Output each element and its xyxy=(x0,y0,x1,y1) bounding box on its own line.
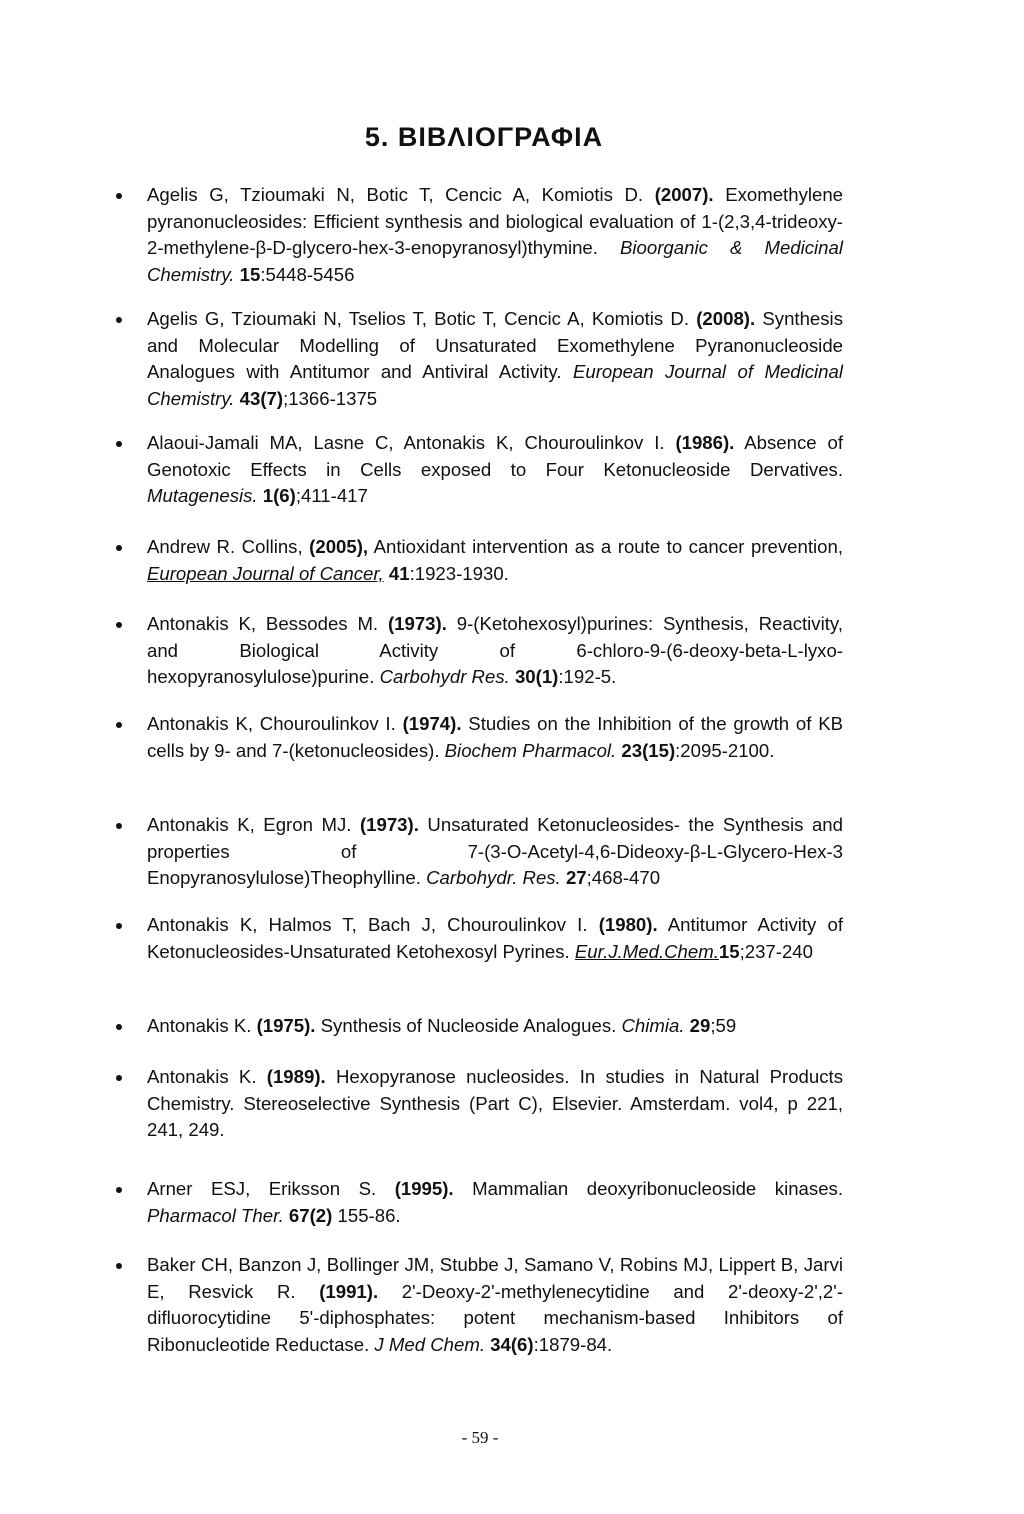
ref-journal: Chimia. xyxy=(621,1015,685,1036)
ref-title: Antioxidant intervention as a route to cancer prevention, xyxy=(373,536,844,557)
ref-authors: Antonakis K. xyxy=(147,1066,257,1087)
ref-title: 9-(Ketohexosyl)purines: Synthesis, Reactivity, and Biological Activity of 6-chloro-9-(6-deoxy-beta-L-lyxo-hexopyranosylulose)purine. xyxy=(147,613,843,687)
ref-authors: Andrew R. Collins, xyxy=(147,536,303,557)
bullet-icon xyxy=(116,441,122,447)
ref-pages: :5448-5456 xyxy=(260,263,355,285)
ref-journal: Carbohydr. Res. xyxy=(426,867,561,888)
ref-volume: 15 xyxy=(718,940,740,962)
ref-volume: 30(1) xyxy=(514,666,559,687)
ref-journal: Carbohydr Res. xyxy=(379,666,510,687)
ref-pages: ;237-240 xyxy=(739,940,813,962)
ref-authors: Antonakis K. xyxy=(147,1015,252,1036)
ref-title: Absence of Genotoxic Effects in Cells exposed to Four Ketonucleoside Dervatives. xyxy=(147,432,843,480)
ref-pages: ;1366-1375 xyxy=(283,387,378,409)
bullet-icon xyxy=(116,1075,122,1081)
ref-title: Hexopyranose nucleosides. In studies in Natural Products Chemistry. Stereoselective Synthesis (Part C), Elsevier. Amsterdam. vol4, p 221, 241, 249. xyxy=(147,1066,844,1140)
reference-item xyxy=(147,182,843,288)
ref-year: (1974). xyxy=(402,713,462,734)
ref-authors: Alaoui-Jamali MA, Lasne C, Antonakis K, Chouroulinkov I. xyxy=(147,432,665,453)
ref-year: (1986). xyxy=(675,432,735,453)
bullet-icon xyxy=(116,1263,122,1269)
page-number: - 59 - xyxy=(461,1428,499,1447)
ref-authors: Arner ESJ, Eriksson S. xyxy=(147,1178,377,1199)
section-heading: 5. ΒΙΒΛΙΟΓΡΑΦΙΑ xyxy=(364,122,604,152)
ref-journal: European Journal of Medicinal Chemistry. xyxy=(147,361,843,409)
ref-year: (1991). xyxy=(319,1280,379,1302)
ref-journal: Biochem Pharmacol. xyxy=(444,739,617,761)
bullet-icon xyxy=(116,823,122,829)
bullet-icon xyxy=(116,923,122,929)
ref-title: 2'-Deoxy-2'-methylenecytidine and 2'-deoxy-2',2'-difluorocytidine 5'-diphosphates: potent mechanism-based Inhibitors of Ribonucleotide Reductase. xyxy=(147,1280,844,1355)
ref-authors: Agelis G, Tzioumaki N, Tselios T, Botic T, Cencic A, Komiotis D. xyxy=(147,308,690,329)
ref-volume: 23(15) xyxy=(621,739,676,761)
ref-volume: 29 xyxy=(689,1015,711,1036)
ref-journal: Bioorganic & Medicinal Chemistry. xyxy=(147,237,843,285)
bullet-icon xyxy=(116,317,122,323)
ref-volume: 15 xyxy=(239,263,261,285)
ref-title: Studies on the Inhibition of the growth of KB cells by 9- and 7-(ketonucleosides). xyxy=(147,713,844,761)
reference-item xyxy=(147,430,843,510)
ref-authors: Antonakis K, Egron MJ. xyxy=(147,814,352,835)
ref-volume: 34(6) xyxy=(490,1333,534,1355)
bullet-icon xyxy=(116,1024,122,1030)
ref-volume: 67(2) xyxy=(288,1204,333,1226)
ref-journal: J Med Chem. xyxy=(374,1333,485,1355)
ref-authors: Antonakis K, Chouroulinkov I. xyxy=(147,713,396,734)
reference-item xyxy=(147,711,843,764)
reference-item xyxy=(147,1252,843,1358)
reference-item xyxy=(147,611,843,691)
ref-authors: Baker CH, Banzon J, Bollinger JM, Stubbe J, Samano V, Robins MJ, Lippert B, Jarvi E, Resvick R. xyxy=(147,1254,843,1302)
ref-title: Mammalian deoxyribonucleoside kinases. xyxy=(472,1178,843,1199)
ref-journal: Mutagenesis. xyxy=(147,485,258,506)
ref-title: Synthesis and Molecular Modelling of Unsaturated Exomethylene Pyranonucleoside Analogues with Antitumor and Antiviral Activity. xyxy=(147,308,843,382)
ref-pages: ;411-417 xyxy=(295,485,368,506)
ref-year: (1995). xyxy=(394,1178,454,1199)
ref-volume: 1(6) xyxy=(262,485,296,506)
reference-item xyxy=(147,1176,843,1229)
ref-journal: Eur.J.Med.Chem. xyxy=(574,940,719,962)
ref-title: Exomethylene pyranonucleosides: Efficient synthesis and biological evaluation of 1-(2,3,4-trideoxy-2-methylene-β-D-glycero-hex-3-enopyranosyl)thymine. xyxy=(147,184,844,258)
ref-year: (1973). xyxy=(359,814,419,835)
ref-year: (2008). xyxy=(696,308,756,329)
ref-volume: 41 xyxy=(388,562,410,584)
ref-volume: 43(7) xyxy=(239,387,284,409)
reference-item xyxy=(147,306,843,412)
reference-item xyxy=(147,1064,843,1144)
ref-pages: :1923-1930. xyxy=(409,562,509,584)
ref-year: (1980). xyxy=(598,914,658,935)
ref-year: (1975). xyxy=(256,1015,316,1036)
bullet-icon xyxy=(116,622,122,628)
ref-pages: :1879-84. xyxy=(533,1333,613,1355)
ref-year: (1973). xyxy=(387,613,447,634)
ref-pages: ;59 xyxy=(710,1015,737,1036)
ref-pages: :192-5. xyxy=(558,666,617,687)
reference-item xyxy=(147,912,843,965)
ref-pages: :2095-2100. xyxy=(675,739,775,761)
ref-authors: Antonakis K, Halmos T, Bach J, Chouroulinkov I. xyxy=(147,914,588,935)
bullet-icon xyxy=(116,545,122,551)
bullet-icon xyxy=(116,722,122,728)
ref-title: Antitumor Activity of Ketonucleosides-Unsaturated Ketohexosyl Pyrines. xyxy=(147,914,844,962)
ref-title: Synthesis of Nucleoside Analogues. xyxy=(320,1015,617,1036)
reference-item xyxy=(147,534,843,587)
ref-volume: 27 xyxy=(565,867,587,888)
ref-year: (1989). xyxy=(266,1066,326,1087)
ref-authors: Antonakis K, Bessodes M. xyxy=(147,613,379,634)
ref-pages: ;468-470 xyxy=(586,867,661,888)
ref-title: Unsaturated Ketonucleosides- the Synthesis and properties of 7-(3-O-Acetyl-4,6-Dideoxy-β-L-Glycero-Hex-3 Enopyranosylulose)Theophylline. xyxy=(147,814,843,888)
reference-item xyxy=(147,1013,843,1040)
bullet-icon xyxy=(116,193,122,199)
ref-journal: Pharmacol Ther. xyxy=(147,1204,284,1226)
ref-year: (2007). xyxy=(654,184,714,205)
ref-journal: European Journal of Cancer, xyxy=(147,562,384,584)
ref-authors: Agelis G, Tzioumaki N, Botic T, Cencic A, Komiotis D. xyxy=(147,184,644,205)
ref-year: (2005), xyxy=(309,536,369,557)
reference-item xyxy=(147,812,843,892)
ref-pages: 155-86. xyxy=(332,1204,401,1226)
bullet-icon xyxy=(116,1187,122,1193)
